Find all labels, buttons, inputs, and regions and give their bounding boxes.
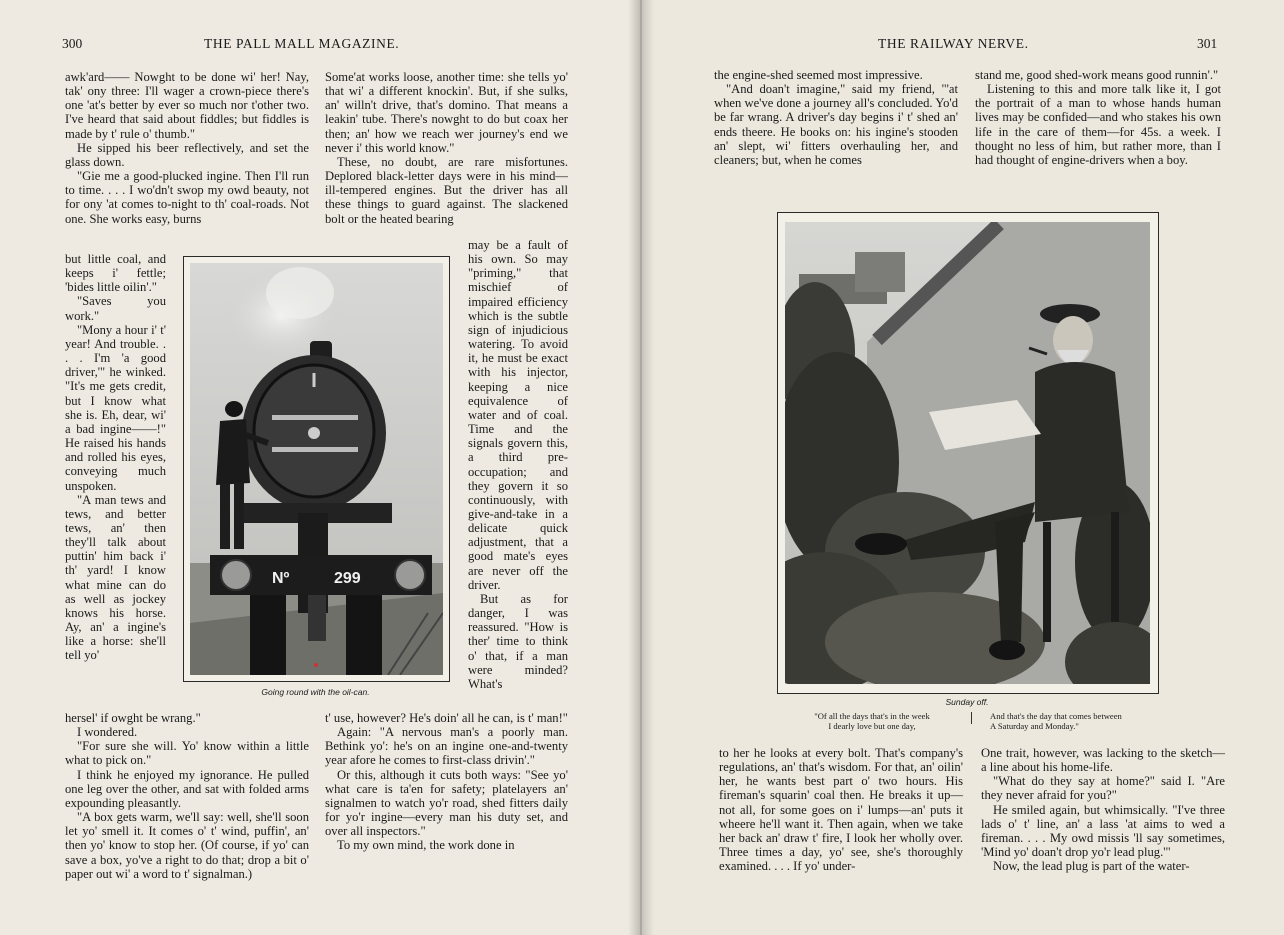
paragraph: the engine-shed seemed most impressive. — [714, 68, 923, 82]
right-col2-top — [975, 68, 1221, 167]
verse-right — [990, 711, 1170, 731]
left-col2-bottom — [325, 711, 568, 853]
locomotive-figure — [183, 256, 450, 682]
left-col1-narrow — [65, 252, 166, 663]
locomotive-photo — [190, 263, 443, 675]
left-col2-narrow — [468, 238, 568, 691]
driver-reading-photo — [785, 222, 1150, 684]
sunday-off-figure — [777, 212, 1159, 694]
right-col1-bottom — [719, 746, 963, 873]
right-col2-bottom — [981, 746, 1225, 873]
paragraph: "Gie me a good-plucked ingine. Then I'll run to time. . . . I wo'dn't swop my owd beauty, not for ony 'at comes to-night to th' coal-roads. Not one. She works easy, burns — [65, 169, 309, 226]
left-col2-top — [325, 70, 568, 226]
paragraph: Again: "A nervous man's a poorly man. Bethink yo': he's on an ingine one-and-twenty year afore he comes to first-class drivin'." — [325, 725, 568, 768]
paragraph: "What do they say at home?" said I. "Are they never afraid for you?" — [981, 774, 1225, 803]
paragraph: "A box gets warm, we'll say: well, she'll soon let yo' smell it. It comes o' t' wind, puffin', an' then yo' know to stop her. (Of course, if yo' can save a box, yo've a right to do that; drop a bit o' paper out wi' a word to t' signalman.) — [65, 810, 309, 881]
paragraph: He smiled again, but whimsically. "I've three lads o' t' line, an' a lass 'at aims to wed a fireman. . . . My owd missis 'll say sometimes, 'Mind yo' doan't drop yo'r lead plug.'" — [981, 802, 1225, 860]
paragraph: Now, the lead plug is part of the water- — [993, 859, 1190, 874]
paragraph: Listening to this and more talk like it, I got the portrait of a man to whose hands human lives may be confided—and who stakes his own life in the care of them—for 45s. a week. I thought no less of him, but rather more, than I had thought of engine-drivers when a boy. — [975, 82, 1221, 167]
paragraph: t' use, however? He's doin' all he can, is t' man!" — [325, 711, 568, 725]
left-col1-bottom — [65, 711, 309, 881]
verse-line: And that's the day that comes between — [990, 711, 1122, 721]
paragraph: may be a fault of his own. So may "priming," that mischief of impaired efficiency which is the subtle sign of injudicious watering. To avoid it, he must be exact with his injector, keeping a nice equivalence of water and of coal. Time and the signals govern this, a third pre-occupation; and they govern it so continuously, with give-and-take in a delicate quick adjustment, that a good mate's eyes are never off the driver. — [468, 238, 568, 592]
paragraph: Some'at works loose, another time: she tells yo' that wi' a different knockin'. But, if she sulks, an' willn't drive, that's domino. That means a leakin' tube. There's nowght to do but coax her then; an' how we reach wer journey's end we never i' this world know." — [325, 70, 568, 155]
paragraph: But as for danger, I was reassured. "How is ther' time to think o' that, if a man were minded? What's — [468, 591, 568, 691]
running-head: THE PALL MALL MAGAZINE. — [204, 36, 400, 51]
paragraph: "A man tews and tews, and better tews, an' then they'll talk about puttin' him back i' th' yard! I know what mine can do as well as jockey knows his horse. Ay, an' a ingine's like a horse: she'll tell yo' — [65, 492, 166, 663]
paragraph: Or this, although it cuts both ways: "See yo' what care is ta'en for safety; platelayers an' signalmen to watch yo'r road, shed fitters daily for yo'r ingine—every man his duty set, and over all inspectors." — [325, 767, 568, 839]
verse-divider — [971, 712, 972, 724]
book-gutter — [628, 0, 654, 935]
paragraph: hersel' if owght be wrang." — [65, 711, 201, 725]
paragraph: "For sure she will. Yo' know within a little what to pick on." — [65, 739, 309, 768]
paragraph: "Saves you work." — [65, 294, 166, 323]
page-number: 301 — [1197, 36, 1218, 51]
paragraph: One trait, however, was lacking to the sketch—a line about his home-life. — [981, 746, 1225, 775]
paragraph: "Mony a hour i' t' year! And trouble. . . . I'm 'a good driver,'" he winked. "It's me gets credit, but I know what she is. Eh, dear, wi' a bad ingine——!" He raised his hands and rolled his eyes, conveying much unspoken. — [65, 322, 166, 493]
plate-number: 299 — [334, 570, 361, 587]
left-page — [0, 0, 641, 935]
right-col1-top — [714, 68, 958, 167]
paragraph: I wondered. — [77, 725, 138, 740]
left-col1-top — [65, 70, 309, 226]
paragraph: He sipped his beer reflectively, and set the glass down. — [65, 140, 309, 169]
verse-line: I dearly love but one day, — [828, 721, 916, 731]
page-number: 300 — [62, 36, 83, 51]
verse-line: "Of all the days that's in the week — [814, 711, 930, 721]
paragraph: To my own mind, the work done in — [337, 838, 515, 853]
paragraph: awk'ard—— Nowght to be done wi' her! Nay, tak' ony three: I'll wager a crown-piece there's one 'at's better by ever so much nor t'other two. I've heard that said about fiddles; but fiddles is made by t' rule o' thumb." — [65, 70, 309, 141]
figure-caption: Sunday off. — [945, 697, 989, 707]
paragraph: to her he looks at every bolt. That's company's regulations, an' that's wisdom. For that, an' oilin' her, he wants best part o' two hours. His fireman's squarin' coal then. He breaks it up—not all, for some goes on i' lumps—an' puts it wheere he'll want it. Then again, when we take her back an' draw t' fire, I look her wholly over. Three times a day, yo' see, she's thoroughly examined. . . . If yo' under- — [719, 746, 963, 874]
paragraph: but little coal, and keeps i' fettle; 'bides little oilin'." — [65, 252, 166, 295]
verse-left — [787, 711, 957, 731]
paragraph: "And doan't imagine," said my friend, "'at when we've done a journey all's concluded. Yo'd be far wrang. A driver's day begins i' t' shed an' ends theere. He books on: his ingine's stooden an' slept, wi' fitters overhauling her, and cleaners; but, when he comes — [714, 82, 958, 167]
paragraph: I think he enjoyed my ignorance. He pulled one leg over the other, and sat with folded arms expounding pleasantly. — [65, 767, 309, 810]
verse-line: A Saturday and Monday." — [990, 721, 1079, 731]
plate-no: Nº — [272, 570, 290, 587]
running-head: THE RAILWAY NERVE. — [878, 36, 1029, 51]
right-page — [641, 0, 1284, 935]
left-lamp — [221, 560, 251, 590]
right-lamp — [395, 560, 425, 590]
paragraph: stand me, good shed-work means good runnin'." — [975, 68, 1219, 82]
figure-caption: Going round with the oil-can. — [261, 687, 370, 697]
paragraph: These, no doubt, are rare misfortunes. Deplored black-letter days were in his mind—ill-tempered engines. But the driver has all these things to guard against. The slackened bolt or the heated bearing — [325, 154, 568, 226]
